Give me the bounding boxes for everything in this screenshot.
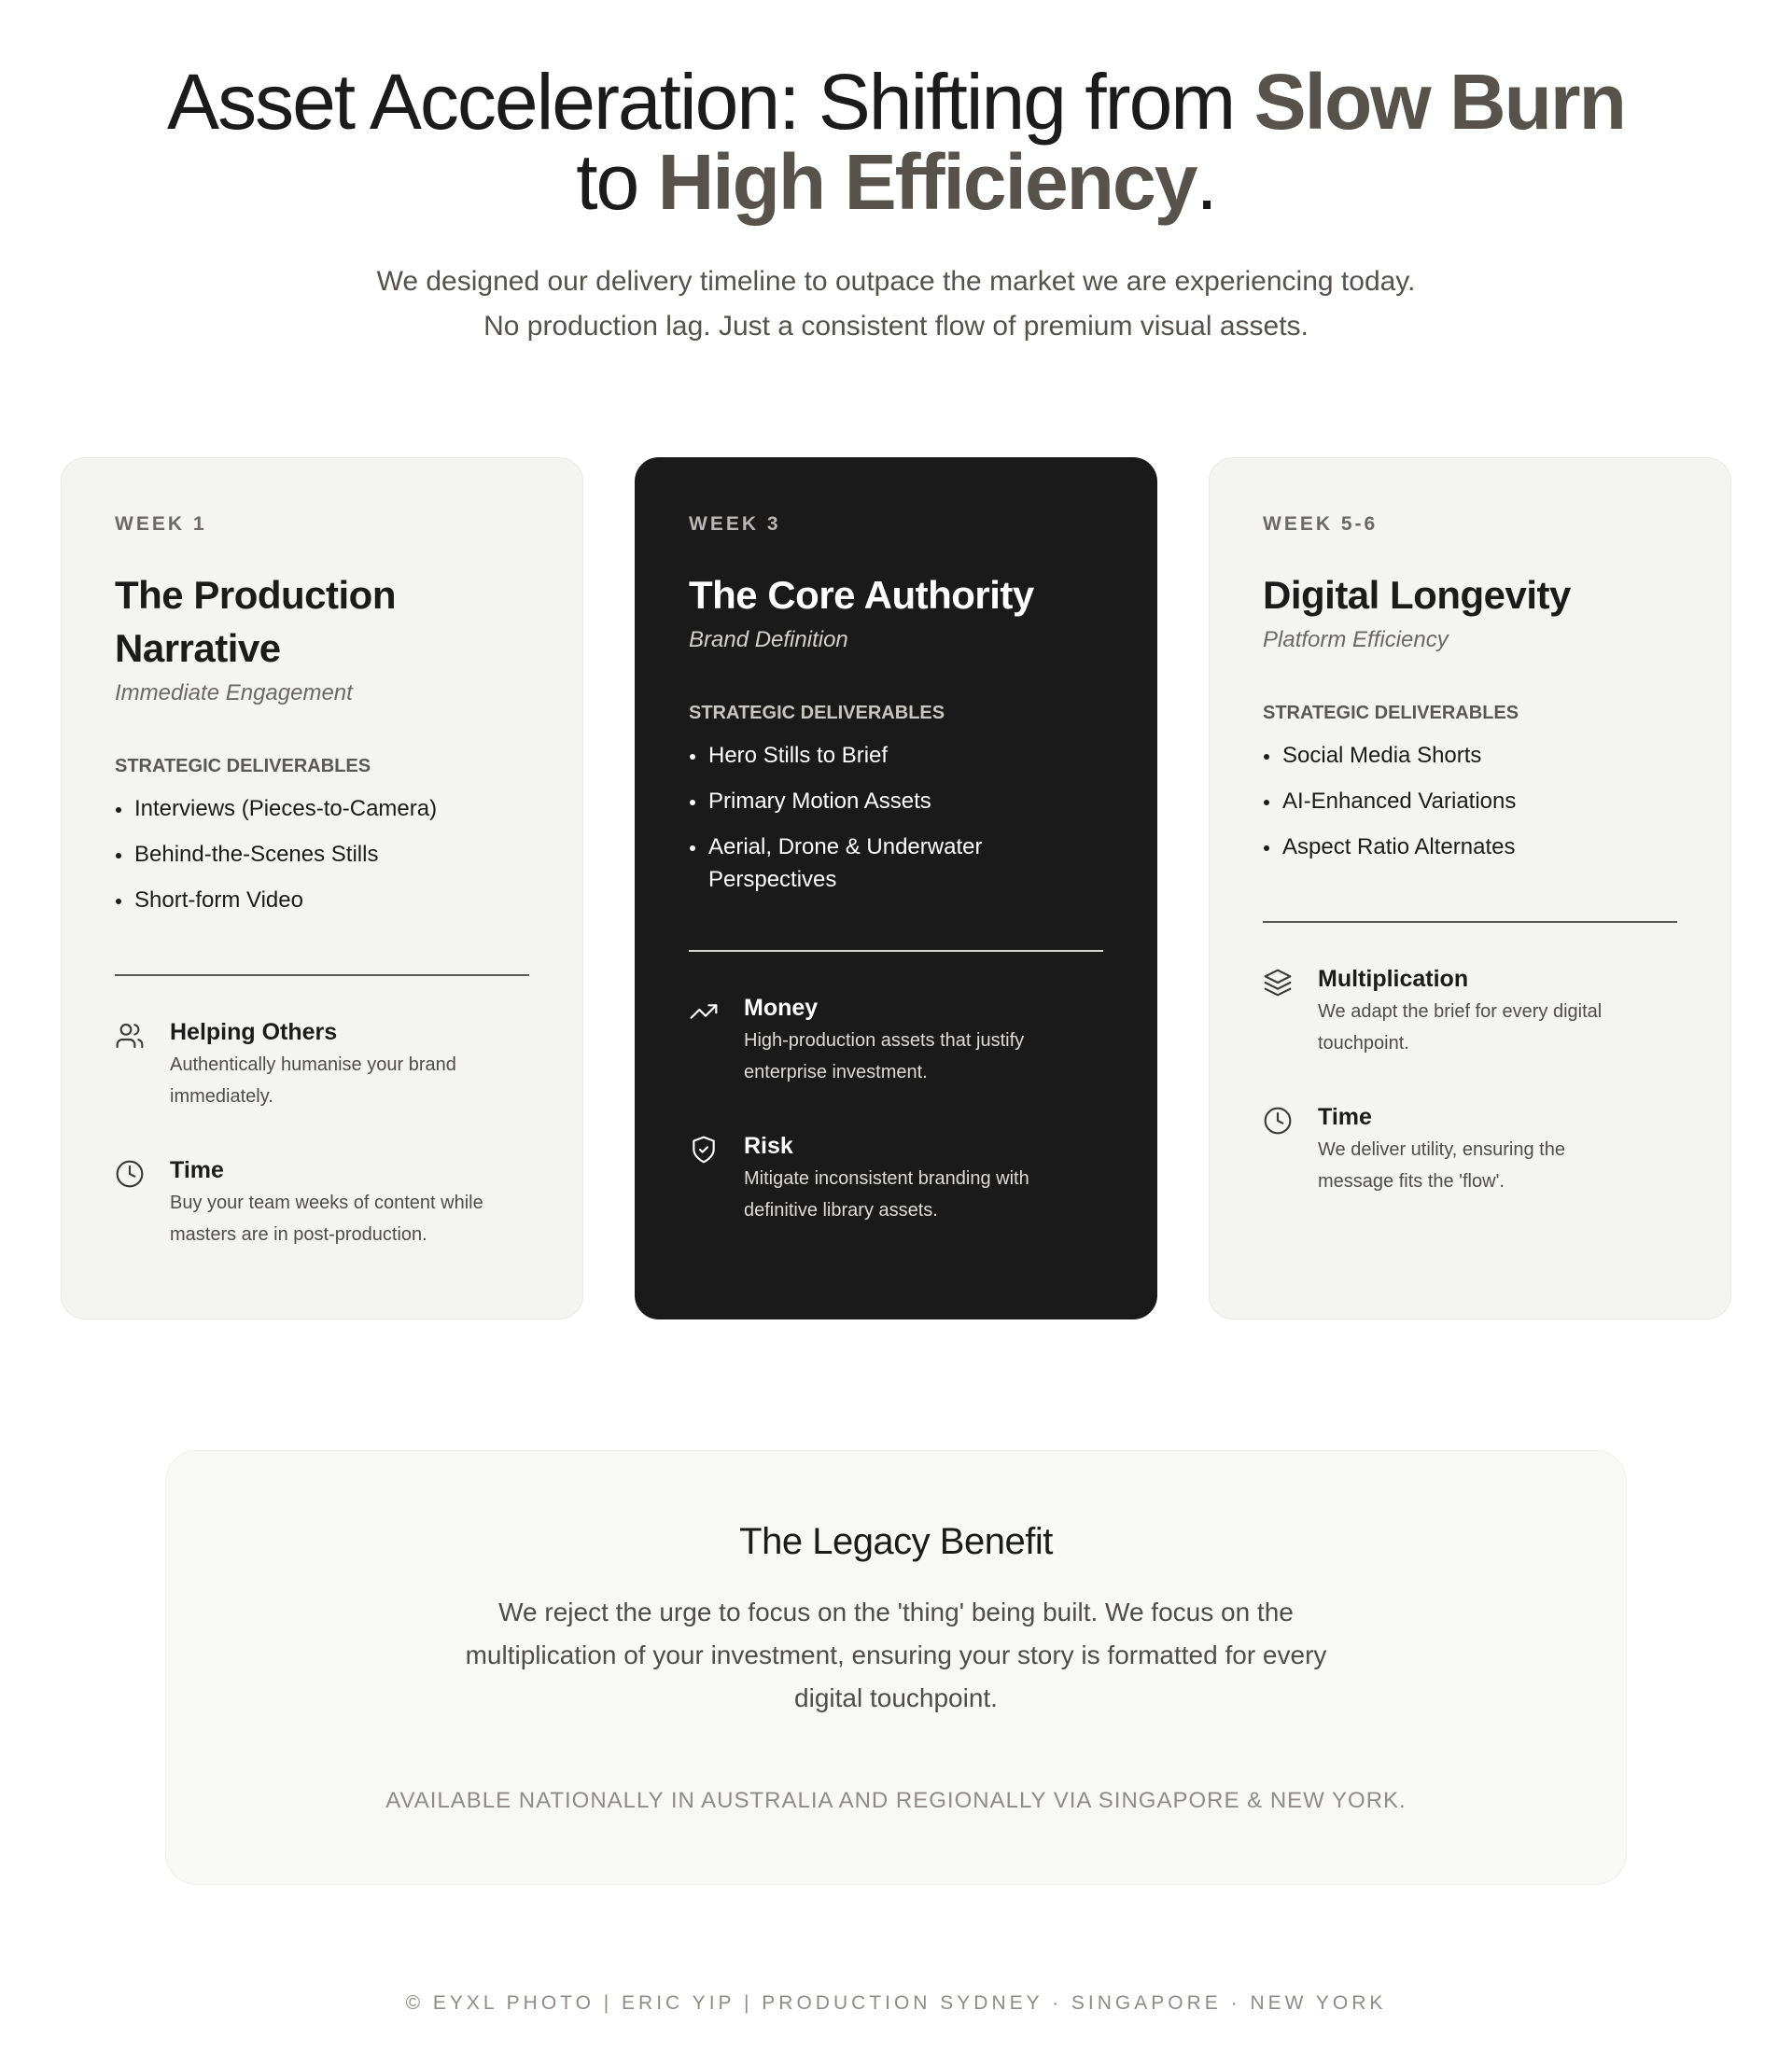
hero <box>0 58 1792 349</box>
deliverables-label: STRATEGIC DELIVERABLES <box>115 756 371 776</box>
card-subtitle: Immediate Engagement <box>115 680 353 705</box>
card-divider <box>1263 921 1677 923</box>
card-week-label: WEEK 5-6 <box>1263 513 1379 535</box>
benefit-title: Multiplication <box>1318 966 1469 992</box>
benefit-text: Authentically humanise your brand immediately. <box>170 1054 456 1107</box>
card-week-3 <box>635 457 1157 1319</box>
deliverable-item: Behind-the-Scenes Stills <box>115 838 529 871</box>
hero-subtitle-line2: No production lag. Just a consistent flow of premium visual assets. <box>483 311 1309 342</box>
footer-text: © EYXL PHOTO | ERIC YIP | PRODUCTION SYDNEY · SINGAPORE · NEW YORK <box>405 1992 1387 2014</box>
deliverable-item: Social Media Shorts <box>1263 739 1677 772</box>
benefit-text: We adapt the brief for every digital touchpoint. <box>1318 1001 1603 1054</box>
deliverables-list <box>115 792 529 916</box>
hero-subtitle <box>0 259 1792 349</box>
clock-icon <box>1263 1106 1293 1136</box>
card-title: The Production Narrative <box>115 573 396 670</box>
card-title: Digital Longevity <box>1263 573 1571 617</box>
legacy-text: We reject the urge to focus on the 'thing' being built. We focus on the multiplication of your investment, ensuring your story is formatted for every digital touchpoint. <box>465 1598 1327 1712</box>
deliverables-list <box>1263 739 1677 863</box>
benefit-text: Buy your team weeks of content while masters are in post-production. <box>170 1193 483 1245</box>
benefit-title: Risk <box>744 1133 793 1159</box>
benefit-text: We deliver utility, ensuring the message fits the 'flow'. <box>1318 1139 1565 1192</box>
benefit-title: Money <box>744 995 819 1021</box>
deliverables-label: STRATEGIC DELIVERABLES <box>689 703 945 723</box>
card-subtitle: Brand Definition <box>689 627 848 652</box>
card-title: The Core Authority <box>689 573 1034 617</box>
hero-subtitle-line1: We designed our delivery timeline to outpace the market we are experiencing today. <box>376 266 1416 297</box>
card-divider <box>115 974 529 976</box>
deliverables-label: STRATEGIC DELIVERABLES <box>1263 703 1519 723</box>
deliverable-item: AI-Enhanced Variations <box>1263 785 1677 817</box>
footer <box>0 1989 1792 2017</box>
shield-check-icon <box>689 1135 719 1165</box>
benefit-text: Mitigate inconsistent branding with definitive library assets. <box>744 1168 1029 1221</box>
trending-up-icon <box>689 997 719 1026</box>
card-week-1 <box>61 457 583 1319</box>
hero-title <box>0 58 1792 226</box>
card-divider <box>689 950 1103 952</box>
hero-title-part1: Asset Acceleration: Shifting from <box>167 58 1254 146</box>
deliverable-item: Aspect Ratio Alternates <box>1263 831 1677 863</box>
card-week-5-6 <box>1209 457 1731 1319</box>
users-icon <box>115 1021 145 1051</box>
benefit-title: Time <box>1318 1104 1372 1130</box>
hero-title-part2: to <box>576 138 658 226</box>
benefit-text: High-production assets that justify enterprise investment. <box>744 1030 1025 1082</box>
benefit-title: Time <box>170 1157 224 1183</box>
hero-title-end: . <box>1196 138 1216 226</box>
hero-title-em1: Slow Burn <box>1253 58 1625 146</box>
card-week-label: WEEK 1 <box>115 513 207 535</box>
timeline-cards <box>61 457 1731 1319</box>
legacy-benefit-panel <box>165 1450 1627 1885</box>
legacy-title: The Legacy Benefit <box>739 1521 1053 1562</box>
deliverables-list <box>689 739 1103 896</box>
benefit-multiplication <box>1263 964 1677 1059</box>
benefit-title: Helping Others <box>170 1019 338 1045</box>
availability-note: AVAILABLE NATIONALLY IN AUSTRALIA AND REGIONALLY VIA SINGAPORE & NEW YORK. <box>385 1788 1407 1813</box>
deliverable-item: Aerial, Drone & Underwater Perspectives <box>689 831 1025 896</box>
deliverable-item: Interviews (Pieces-to-Camera) <box>115 792 529 825</box>
benefit-helping-others <box>115 1017 529 1112</box>
deliverable-item: Short-form Video <box>115 884 529 916</box>
hero-title-em2: High Efficiency <box>657 138 1197 226</box>
benefit-money <box>689 993 1103 1088</box>
deliverable-item: Hero Stills to Brief <box>689 739 1103 772</box>
layers-icon <box>1263 968 1293 998</box>
benefit-risk <box>689 1131 1103 1226</box>
benefit-time <box>1263 1102 1677 1197</box>
card-subtitle: Platform Efficiency <box>1263 627 1449 652</box>
card-week-label: WEEK 3 <box>689 513 781 535</box>
deliverable-item: Primary Motion Assets <box>689 785 1103 817</box>
benefit-time <box>115 1155 529 1250</box>
clock-icon <box>115 1159 145 1189</box>
